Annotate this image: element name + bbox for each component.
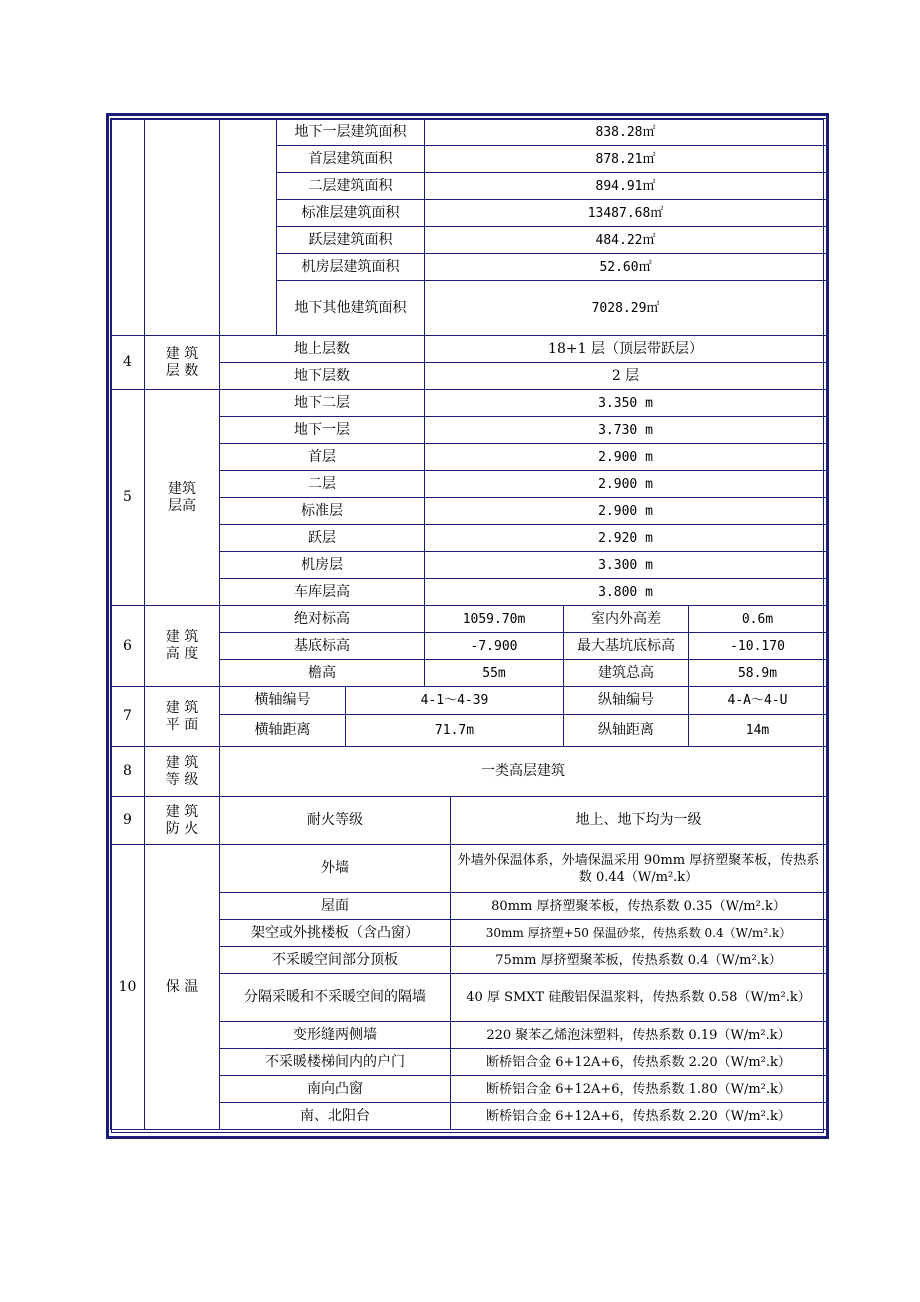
- row-value: 2.900 m: [425, 498, 827, 525]
- row-label: 地下层数: [220, 363, 425, 390]
- section-number: 5: [111, 390, 145, 606]
- row-value: 外墙外保温体系，外墙保温采用 90mm 厚挤塑聚苯板，传热系数 0.44（W/m².k）: [451, 845, 827, 893]
- row-value: -7.900: [425, 633, 564, 660]
- row-label: 南向凸窗: [220, 1076, 451, 1103]
- row-label: 檐高: [220, 660, 425, 687]
- table-row: [111, 119, 827, 146]
- section-category: 保 温: [145, 845, 220, 1130]
- section-category: 建 筑 等 级: [145, 747, 220, 797]
- row-value: 2.920 m: [425, 525, 827, 552]
- row-value: 3.300 m: [425, 552, 827, 579]
- cell-blank: [220, 119, 277, 336]
- row-label: 二层: [220, 471, 425, 498]
- row-label: 机房层: [220, 552, 425, 579]
- cell-blank: [145, 119, 220, 336]
- row-value: 71.7m: [346, 715, 564, 747]
- row-value: 75mm 厚挤塑聚苯板，传热系数 0.4（W/m².k）: [451, 947, 827, 974]
- row-label: 耐火等级: [220, 797, 451, 845]
- row-label: 横轴编号: [220, 687, 346, 715]
- row-value: 2 层: [425, 363, 827, 390]
- row-label: 建筑总高: [564, 660, 689, 687]
- row-value: 40 厚 SMXT 硅酸铝保温浆料，传热系数 0.58（W/m².k）: [451, 974, 827, 1022]
- table-row: [111, 687, 827, 715]
- row-value: 4-A～4-U: [689, 687, 827, 715]
- row-label: 首层: [220, 444, 425, 471]
- row-value: 1059.70m: [425, 606, 564, 633]
- row-value: 2.900 m: [425, 471, 827, 498]
- row-value: 30mm 厚挤塑+50 保温砂浆，传热系数 0.4（W/m².k）: [451, 920, 827, 947]
- row-value: 220 聚苯乙烯泡沫塑料，传热系数 0.19（W/m².k）: [451, 1022, 827, 1049]
- row-label: 基底标高: [220, 633, 425, 660]
- section-number: 6: [111, 606, 145, 687]
- area-value: 484.22㎡: [425, 227, 827, 254]
- row-label: 架空或外挑楼板（含凸窗）: [220, 920, 451, 947]
- row-value: 14m: [689, 715, 827, 747]
- row-label: 地上层数: [220, 336, 425, 363]
- row-label: 外墙: [220, 845, 451, 893]
- area-label: 二层建筑面积: [277, 173, 425, 200]
- section-number: 7: [111, 687, 145, 747]
- section-category: 建 筑 防 火: [145, 797, 220, 845]
- section-number: 10: [111, 845, 145, 1130]
- row-label: 标准层: [220, 498, 425, 525]
- area-value: 13487.68㎡: [425, 200, 827, 227]
- area-label: 首层建筑面积: [277, 146, 425, 173]
- row-value: 断桥铝合金 6+12A+6，传热系数 1.80（W/m².k）: [451, 1076, 827, 1103]
- row-value: 3.350 m: [425, 390, 827, 417]
- cell-blank: [111, 119, 145, 336]
- area-value: 7028.29㎡: [425, 281, 827, 336]
- row-value: 一类高层建筑: [220, 747, 827, 797]
- row-value: 3.800 m: [425, 579, 827, 606]
- row-value: 4-1～4-39: [346, 687, 564, 715]
- area-value: 52.60㎡: [425, 254, 827, 281]
- row-label: 地下一层: [220, 417, 425, 444]
- area-value: 838.28㎡: [425, 119, 827, 146]
- row-label: 不采暖楼梯间内的户门: [220, 1049, 451, 1076]
- row-value: 80mm 厚挤塑聚苯板，传热系数 0.35（W/m².k）: [451, 893, 827, 920]
- section-category: 建 筑 层 数: [145, 336, 220, 390]
- row-value: -10.170: [689, 633, 827, 660]
- area-label: 跃层建筑面积: [277, 227, 425, 254]
- table-row: [111, 390, 827, 417]
- table-row: [111, 845, 827, 893]
- area-value: 878.21㎡: [425, 146, 827, 173]
- row-value: 2.900 m: [425, 444, 827, 471]
- table-row: [111, 797, 827, 845]
- row-label: 最大基坑底标高: [564, 633, 689, 660]
- area-label: 标准层建筑面积: [277, 200, 425, 227]
- row-value: 0.6m: [689, 606, 827, 633]
- row-label: 纵轴编号: [564, 687, 689, 715]
- row-value: 地上、地下均为一级: [451, 797, 827, 845]
- row-value: 断桥铝合金 6+12A+6，传热系数 2.20（W/m².k）: [451, 1049, 827, 1076]
- table-row: [111, 336, 827, 363]
- row-label: 地下二层: [220, 390, 425, 417]
- area-label: 地下其他建筑面积: [277, 281, 425, 336]
- table-row: [111, 606, 827, 633]
- section-number: 8: [111, 747, 145, 797]
- area-value: 894.91㎡: [425, 173, 827, 200]
- row-label: 跃层: [220, 525, 425, 552]
- row-label: 分隔采暖和不采暖空间的隔墙: [220, 974, 451, 1022]
- section-category: 建 筑 平 面: [145, 687, 220, 747]
- section-category: 建筑 层高: [145, 390, 220, 606]
- row-value: 58.9m: [689, 660, 827, 687]
- row-label: 室内外高差: [564, 606, 689, 633]
- row-value: 18+1 层（顶层带跃层）: [425, 336, 827, 363]
- section-number: 4: [111, 336, 145, 390]
- building-info-table: [110, 118, 827, 1130]
- row-label: 横轴距离: [220, 715, 346, 747]
- area-label: 机房层建筑面积: [277, 254, 425, 281]
- table-row: [111, 747, 827, 797]
- section-category: 建 筑 高 度: [145, 606, 220, 687]
- row-label: 屋面: [220, 893, 451, 920]
- row-label: 绝对标高: [220, 606, 425, 633]
- row-label: 不采暖空间部分顶板: [220, 947, 451, 974]
- row-label: 纵轴距离: [564, 715, 689, 747]
- row-label: 南、北阳台: [220, 1103, 451, 1130]
- row-value: 3.730 m: [425, 417, 827, 444]
- row-value: 断桥铝合金 6+12A+6，传热系数 2.20（W/m².k）: [451, 1103, 827, 1130]
- row-label: 车库层高: [220, 579, 425, 606]
- row-label: 变形缝两侧墙: [220, 1022, 451, 1049]
- section-number: 9: [111, 797, 145, 845]
- area-label: 地下一层建筑面积: [277, 119, 425, 146]
- row-value: 55m: [425, 660, 564, 687]
